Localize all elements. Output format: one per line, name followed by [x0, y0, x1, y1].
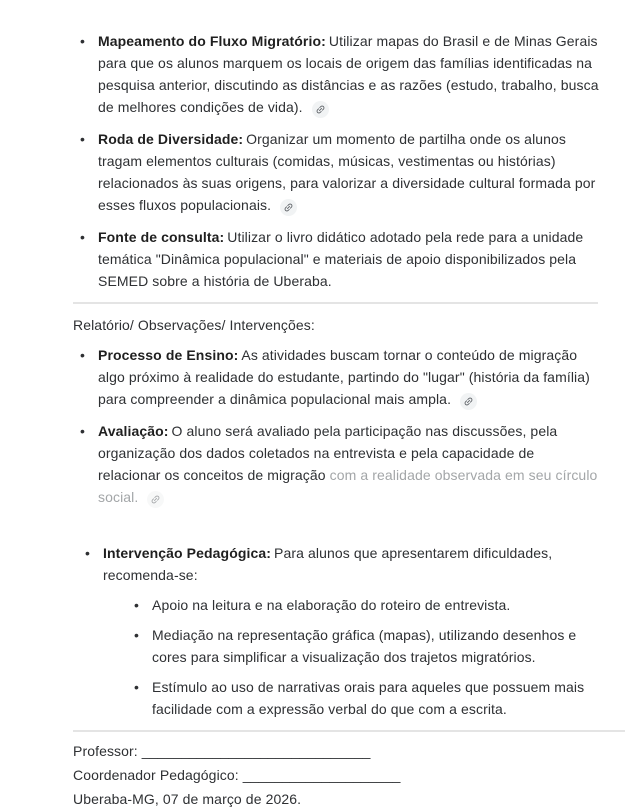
section-divider — [73, 302, 598, 304]
document-body — [73, 30, 600, 812]
section-divider — [73, 730, 625, 732]
list-item — [78, 542, 600, 720]
item-text: O aluno será avaliado pela participação nas discussões, pela organização dos dados coletados na entrevista e pela capacidade de relacionar os conceitos de migração — [98, 423, 558, 483]
link-icon[interactable] — [147, 491, 164, 508]
link-icon[interactable] — [280, 199, 297, 216]
list-item — [73, 30, 600, 118]
item-text-faded: com a realidade observada em seu círculo social. — [98, 467, 598, 505]
list-item — [73, 344, 600, 410]
item-title: Intervenção Pedagógica: — [103, 545, 272, 561]
item-title: Fonte de consulta: — [98, 229, 225, 245]
item-title: Roda de Diversidade: — [98, 131, 244, 147]
list-item — [73, 128, 600, 216]
intervention-list — [78, 542, 600, 720]
sub-list-item: • Mediação na representação gráfica (mapas), utilizando desenhos e cores para simplificar a visualização dos trajetos migratórios. — [127, 624, 600, 668]
item-title: Processo de Ensino: — [98, 347, 239, 363]
list-item — [73, 226, 600, 292]
item-title: Avaliação: — [98, 423, 169, 439]
paragraph-gap — [73, 518, 600, 542]
item-text: Utilizar mapas do Brasil e de Minas Gerais para que os alunos marquem os locais de origem das famílias identificadas na pesquisa anterior, discutindo as distâncias e as razões (estudo, trabalho, busca de melhores condições de vida). — [98, 33, 599, 115]
intervention-sub-list — [127, 594, 600, 720]
list-item — [73, 420, 600, 508]
item-text: Para alunos que apresentarem dificuldades, recomenda-se: — [103, 545, 553, 583]
item-title: Mapeamento do Fluxo Migratório: — [98, 33, 326, 49]
sub-list-item: • Apoio na leitura e na elaboração do roteiro de entrevista. — [127, 594, 600, 616]
coordinator-signature-line: Coordenador Pedagógico: ____________________ — [73, 767, 401, 783]
item-text: Organizar um momento de partilha onde os alunos tragam elementos culturais (comidas, músicas, vestimentas ou histórias) relacionados às suas origens, para valorizar a diversidade cultural formada por esses fluxos populacionais. — [98, 131, 596, 213]
intervention-block — [73, 542, 600, 720]
item-text: As atividades buscam tornar o conteúdo de migração algo próximo à realidade do estudante, partindo do "lugar" (história da família) para compreender a dinâmica populacional mais ampla. — [98, 347, 590, 407]
sub-list-item: • Estímulo ao uso de narrativas orais para aqueles que possuem mais facilidade com a expressão verbal do que com a escrita. — [127, 676, 600, 720]
link-icon[interactable] — [312, 101, 329, 118]
item-text: Utilizar o livro didático adotado pela rede para a unidade temática "Dinâmica populacional" e materiais de apoio disponibilizados pela SEMED sobre a história de Uberaba. — [98, 229, 584, 289]
date-line: Uberaba-MG, 07 de março de 2026. — [73, 791, 302, 807]
link-icon[interactable] — [460, 393, 477, 410]
report-list — [73, 344, 600, 508]
professor-signature-line: Professor: _____________________________ — [73, 743, 371, 759]
report-heading: Relatório/ Observações/ Intervenções: — [73, 317, 315, 333]
activities-list — [73, 30, 600, 292]
